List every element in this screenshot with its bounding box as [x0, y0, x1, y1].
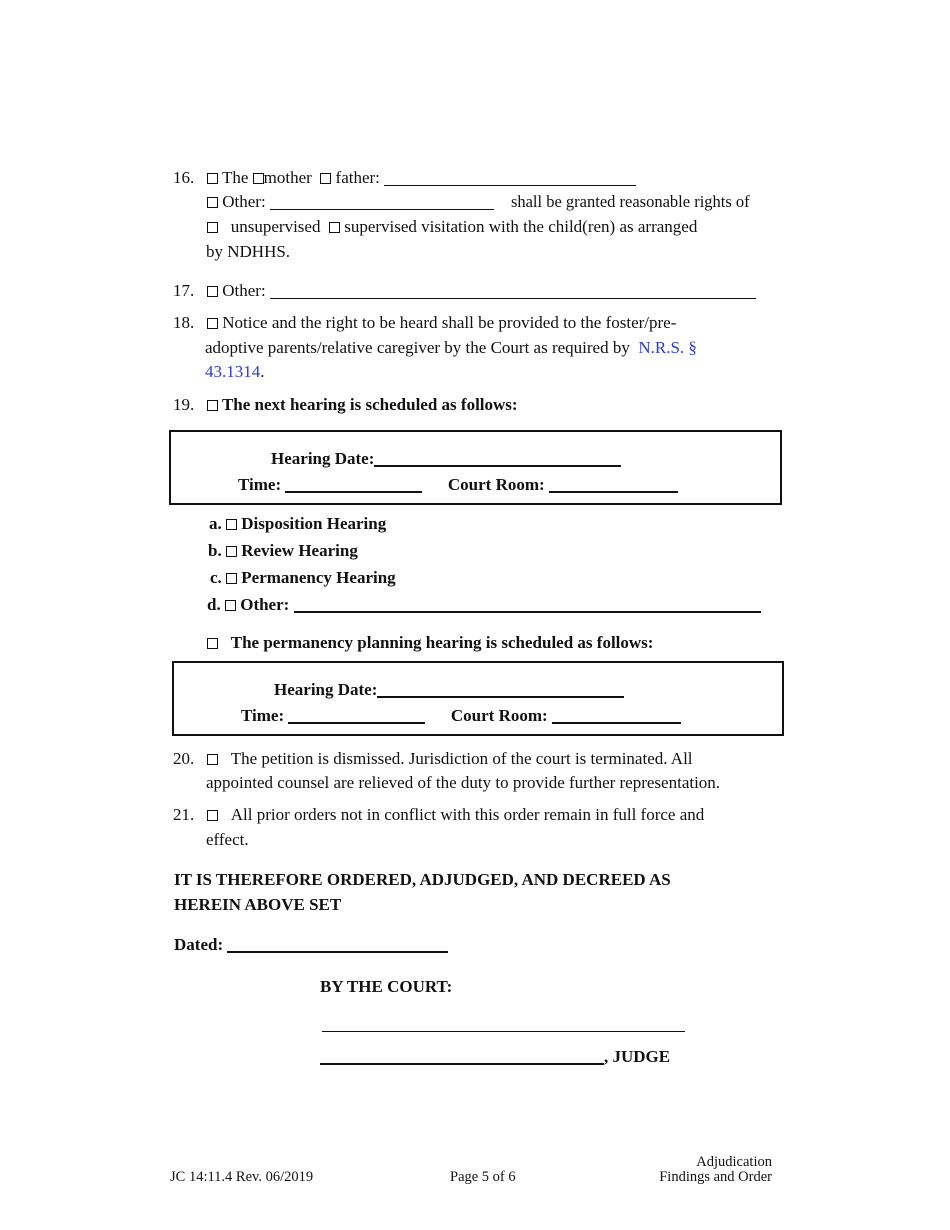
father-checkbox[interactable]: [320, 173, 331, 184]
footer-title-1: Adjudication: [696, 1154, 772, 1170]
item-16-line-2: [207, 190, 750, 214]
rights-text: shall be granted reasonable rights of: [510, 192, 750, 211]
item-16-line-4: by NDHHS.: [206, 242, 291, 261]
review-hearing-checkbox[interactable]: [226, 546, 237, 557]
option-c: [210, 566, 396, 590]
item-16-checkbox[interactable]: [207, 173, 218, 184]
dated-row: [174, 933, 448, 957]
the-label: The: [221, 168, 249, 187]
court-room-label: Court Room:: [447, 475, 545, 494]
item-18-period: .: [260, 362, 265, 381]
father-name-blank[interactable]: [384, 168, 636, 186]
item-16-line-3: [207, 215, 697, 239]
option-label: Review Hearing: [241, 541, 358, 560]
item-20-checkbox[interactable]: [207, 754, 218, 765]
option-letter: a.: [209, 514, 222, 533]
permanency-title: The permanency planning hearing is scheduled as follows:: [230, 633, 654, 652]
mother-checkbox[interactable]: [253, 173, 264, 184]
page-number: Page 5 of 6: [450, 1169, 516, 1185]
supervised-checkbox[interactable]: [329, 222, 340, 233]
hearing-date-label: Hearing Date:: [271, 449, 375, 468]
supervised-label: supervised visitation with the child(ren) as arranged: [344, 217, 698, 236]
item-18-line-1: [207, 311, 676, 335]
hearing-date-row: [271, 447, 621, 471]
hearing-date-blank[interactable]: [374, 448, 621, 467]
court-room-blank[interactable]: [549, 474, 678, 493]
item-19-title: The next hearing is scheduled as follows:: [221, 395, 518, 414]
item-16-line-1: [207, 166, 636, 190]
time-label: Time:: [238, 475, 282, 494]
option-label: Disposition Hearing: [241, 514, 387, 533]
judge-signature-blank[interactable]: [322, 1014, 685, 1032]
item-20-number: 20.: [173, 749, 195, 768]
option-a: [209, 512, 386, 536]
perm-hearing-date-blank[interactable]: [377, 679, 624, 698]
item-17-checkbox[interactable]: [207, 286, 218, 297]
dated-blank[interactable]: [227, 934, 448, 953]
option-letter: c.: [210, 568, 222, 587]
order-heading-line-2: HEREIN ABOVE SET: [174, 895, 342, 914]
perm-hearing-date-row: [274, 678, 624, 702]
other-hearing-checkbox[interactable]: [225, 600, 236, 611]
footer-title-2: Findings and Order: [659, 1169, 772, 1185]
judge-label: , JUDGE: [604, 1047, 671, 1066]
item-19-number: 19.: [173, 395, 195, 414]
item-18-text-2: adoptive parents/relative caregiver by the Court as required by: [205, 338, 630, 357]
option-letter: b.: [208, 541, 222, 560]
time-room-row: [238, 473, 678, 497]
order-heading-line-1: IT IS THEREFORE ORDERED, ADJUDGED, AND DECREED AS: [174, 870, 671, 889]
form-id: JC 14:11.4 Rev. 06/2019: [170, 1169, 314, 1185]
item-20-text-1: The petition is dismissed. Jurisdiction of the court is terminated. All: [230, 749, 693, 768]
item-17-number: 17.: [173, 281, 195, 300]
item-17-other-label: Other:: [222, 281, 266, 300]
mother-label: mother: [263, 168, 312, 187]
nrs-link-part-1[interactable]: N.R.S. §: [638, 338, 697, 357]
option-label: Other:: [240, 595, 290, 614]
item-18-line-3: [205, 360, 265, 384]
item-18-text-1: Notice and the right to be heard shall be provided to the foster/pre-: [222, 313, 677, 332]
other-party-blank[interactable]: [270, 192, 494, 210]
by-the-court: BY THE COURT:: [320, 977, 453, 996]
item-20-line-2: appointed counsel are relieved of the duty to provide further representation.: [206, 773, 721, 792]
signature-line: [322, 1012, 685, 1036]
item-20-line-1: [207, 747, 693, 771]
father-label: father:: [335, 168, 380, 187]
item-19-checkbox[interactable]: [207, 400, 218, 411]
option-b: [208, 539, 358, 563]
nrs-link-part-2[interactable]: 43.1314: [205, 362, 261, 381]
item-18-number: 18.: [173, 313, 195, 332]
unsupervised-checkbox[interactable]: [207, 222, 218, 233]
item-21-text-1: All prior orders not in conflict with this order remain in full force and: [230, 805, 705, 824]
item-18-checkbox[interactable]: [207, 318, 218, 329]
other-party-checkbox[interactable]: [207, 197, 218, 208]
perm-court-room-blank[interactable]: [552, 705, 681, 724]
permanency-planning-checkbox[interactable]: [207, 638, 218, 649]
other-party-label: Other:: [222, 192, 266, 211]
other-hearing-blank[interactable]: [294, 594, 761, 613]
perm-time-room-row: [241, 704, 681, 728]
disposition-hearing-checkbox[interactable]: [226, 519, 237, 530]
item-21-number: 21.: [173, 805, 195, 824]
item-17-other-blank[interactable]: [270, 281, 756, 299]
item-21-checkbox[interactable]: [207, 810, 218, 821]
perm-time-label: Time:: [241, 706, 285, 725]
option-letter: d.: [207, 595, 221, 614]
perm-hearing-date-label: Hearing Date:: [274, 680, 378, 699]
perm-time-blank[interactable]: [288, 705, 425, 724]
item-21-line-2: effect.: [206, 830, 249, 849]
option-d: [207, 593, 761, 617]
item-17-line: [207, 279, 756, 303]
time-blank[interactable]: [285, 474, 422, 493]
item-21-line-1: [207, 803, 704, 827]
item-18-line-2: [205, 336, 697, 360]
judge-name-blank[interactable]: [320, 1046, 604, 1065]
unsupervised-label: unsupervised: [230, 217, 321, 236]
option-label: Permanency Hearing: [241, 568, 396, 587]
judge-name-row: [320, 1045, 670, 1069]
item-16-number: 16.: [173, 168, 195, 187]
dated-label: Dated:: [174, 935, 224, 954]
item-19-title-line: [207, 393, 518, 417]
permanency-hearing-checkbox[interactable]: [226, 573, 237, 584]
permanency-title-line: [207, 631, 653, 655]
perm-court-room-label: Court Room:: [450, 706, 548, 725]
